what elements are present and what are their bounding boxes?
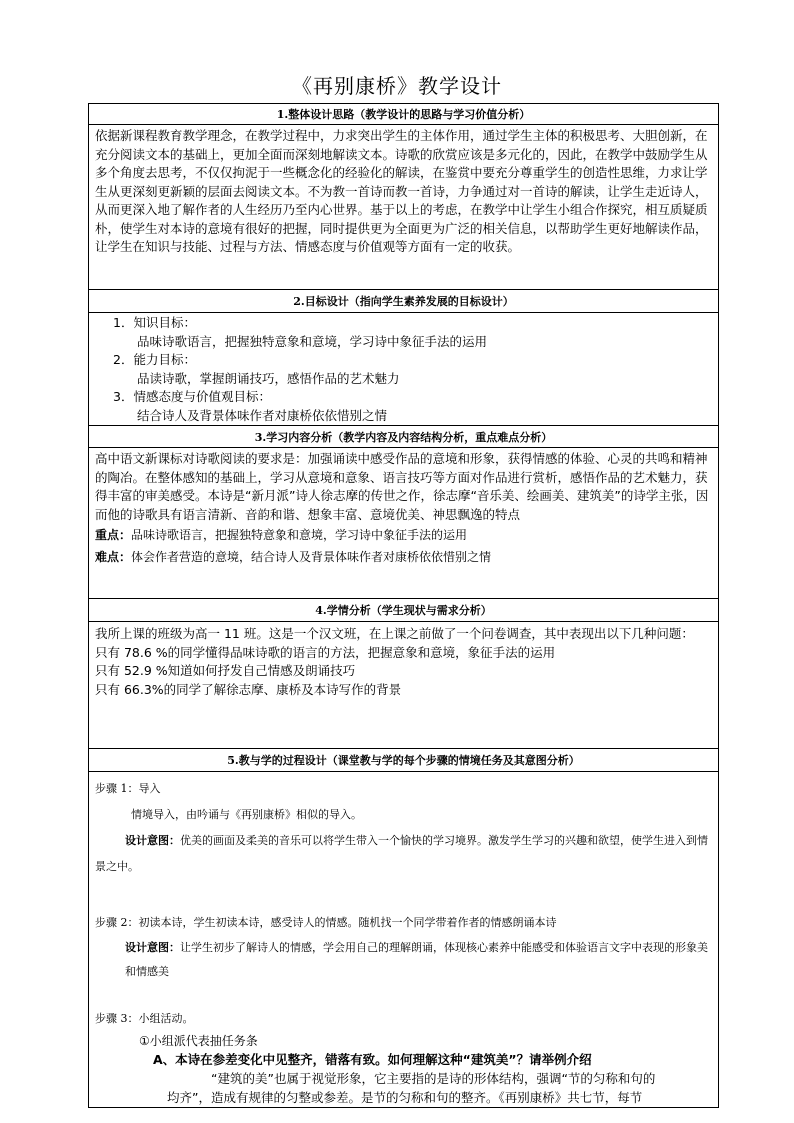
key-point xyxy=(95,524,712,546)
section-4-header: 4.学情分析（学生现状与需求分析） xyxy=(89,599,719,622)
section-2-body xyxy=(89,313,719,426)
section-5-header: 5.教与学的过程设计（课堂教与学的每个步骤的情境任务及其意图分析） xyxy=(89,749,719,772)
section-1-header: 1.整体设计思路（教学设计的思路与学习价值分析） xyxy=(89,104,719,125)
section-1-body xyxy=(89,125,719,290)
step-2-intent xyxy=(95,936,712,984)
goal-knowledge-text: 品味诗歌语言，把握独特意象和意境，学习诗中象征手法的运用 xyxy=(137,333,488,349)
step-2-title: 步骤 2：初读本诗，学生初读本诗，感受诗人的情感。随机找一个同学带着作者的情感朗诵本诗 xyxy=(95,916,557,929)
section-3-text: 高中语文新课标对诗歌阅读的要求是：加强诵读中感受作品的意境和形象，获得情感的体验、心灵的共鸣和精神的陶冶。在整体感知的基础上，学习从意境和意象、语言技巧等方面对作品进行赏析，感悟作品的艺术魅力，获得丰富的审美感受。本诗是“新月派”诗人徐志摩的传世之作，徐志摩“音乐美、绘画美、建筑美”的诗学主张，因而他的诗歌具有语言清新、音韵和谐、想象丰富、意境优美、神思飘逸的特点 xyxy=(95,451,709,522)
step-1-intent-text: 优美的画面及柔美的音乐可以将学生带入一个愉快的学习境界。激发学生学习的兴趣和欲望，使学生进入到情景之中。 xyxy=(95,834,708,873)
difficult-point-text: 体会作者营造的意境，结合诗人及背景体味作者对康桥依依惜别之情 xyxy=(131,550,492,564)
step-1-intent-label: 设计意图： xyxy=(125,834,180,847)
step-2-intent-text: 让学生初步了解诗人的情感，学会用自己的理解朗诵，体现核心素养中能感受和体验语言文字中表现的形象美和情感美 xyxy=(125,941,708,978)
survey-item-3: 只有 66.3%的同学了解徐志摩、康桥及本诗写作的背景 xyxy=(95,681,402,697)
step-2-intent-label: 设计意图： xyxy=(125,941,180,954)
step-1-intent xyxy=(95,828,712,880)
goal-emotion-text: 结合诗人及背景体味作者对康桥依依惜别之情 xyxy=(137,407,388,423)
difficult-point xyxy=(95,546,712,568)
section-3-body xyxy=(89,448,719,599)
section-4-body xyxy=(89,622,719,749)
lesson-plan-table xyxy=(88,103,719,1108)
survey-item-1: 只有 78.6 %的同学懂得品味诗歌的语言的方法，把握意象和意境，象征手法的运用 xyxy=(95,644,556,660)
step-1-title: 步骤 1：导入 xyxy=(95,782,161,795)
step-3-title: 步骤 3：小组活动。 xyxy=(95,1012,194,1025)
key-point-text: 品味诗歌语言，把握独特意象和意境，学习诗中象征手法的运用 xyxy=(131,528,468,542)
step-1-detail: 情境导入，由吟诵与《再别康桥》相似的导入。 xyxy=(131,808,362,821)
goal-knowledge-label: 1．知识目标： xyxy=(113,315,196,330)
section-2-header: 2.目标设计（指向学生素养发展的目标设计） xyxy=(89,290,719,313)
key-point-label: 重点： xyxy=(95,528,132,542)
goal-ability-label: 2．能力目标： xyxy=(113,352,196,367)
section-1-text: 依据新课程教育教学理念，在教学过程中，力求突出学生的主体作用，通过学生主体的积极思考、大胆创新，在充分阅读文本的基础上，更加全面而深刻地解读文本。诗歌的欣赏应该是多元化的，因此，在教学中鼓励学生从多个角度去思考，不仅仅拘泥于一些概念化的经验化的解读，在鉴赏中要充分尊重学生的创造性思维，力求让学生从更深刻更新颖的层面去阅读文本。不为教一首诗而教一首诗，力争通过对一首诗的解读，让学生走近诗人，从而更深入地了解作者的人生经历乃至内心世界。基于以上的考虑，在教学中让学生小组合作探究，相互质疑质朴，使学生对本诗的意境有很好的把握，同时提供更为全面更为广泛的相关信息，以帮助学生更好地解读作品，让学生在知识与技能、过程与方法、情感态度与价值观等方面有一定的收获。 xyxy=(95,128,708,254)
survey-item-2: 只有 52.9 %知道如何抒发自己情感及朗诵技巧 xyxy=(95,663,356,678)
goal-ability-text: 品读诗歌，掌握朗诵技巧，感悟作品的艺术魅力 xyxy=(137,370,400,386)
task-answer-line-2: 均齐”，造成有规律的匀整或参差。是节的匀称和句的整齐。《再别康桥》共七节，每节 xyxy=(167,1089,643,1105)
task-question-a: A、本诗在参差变化中见整齐，错落有致。如何理解这种“建筑美”？请举例介绍 xyxy=(153,1052,592,1067)
survey-intro: 我所上课的班级为高一 11 班。这是一个汉文班，在上课之前做了一个问卷调查，其中表现出以下几种问题： xyxy=(95,626,694,641)
goal-emotion-label: 3．情感态度与价值观目标： xyxy=(113,389,271,404)
task-answer-line-1: “建筑的美”也属于视觉形象，它主要指的是诗的形体结构，强调“节的匀称和句的 xyxy=(211,1071,656,1086)
difficult-point-label: 难点： xyxy=(95,550,132,564)
section-3-header: 3.学习内容分析（教学内容及内容结构分析，重点难点分析） xyxy=(89,426,719,448)
document-title: 《再别康桥》教学设计 xyxy=(292,74,502,98)
step-3-task: ①小组派代表抽任务条 xyxy=(139,1034,258,1048)
section-5-body xyxy=(89,772,719,1108)
